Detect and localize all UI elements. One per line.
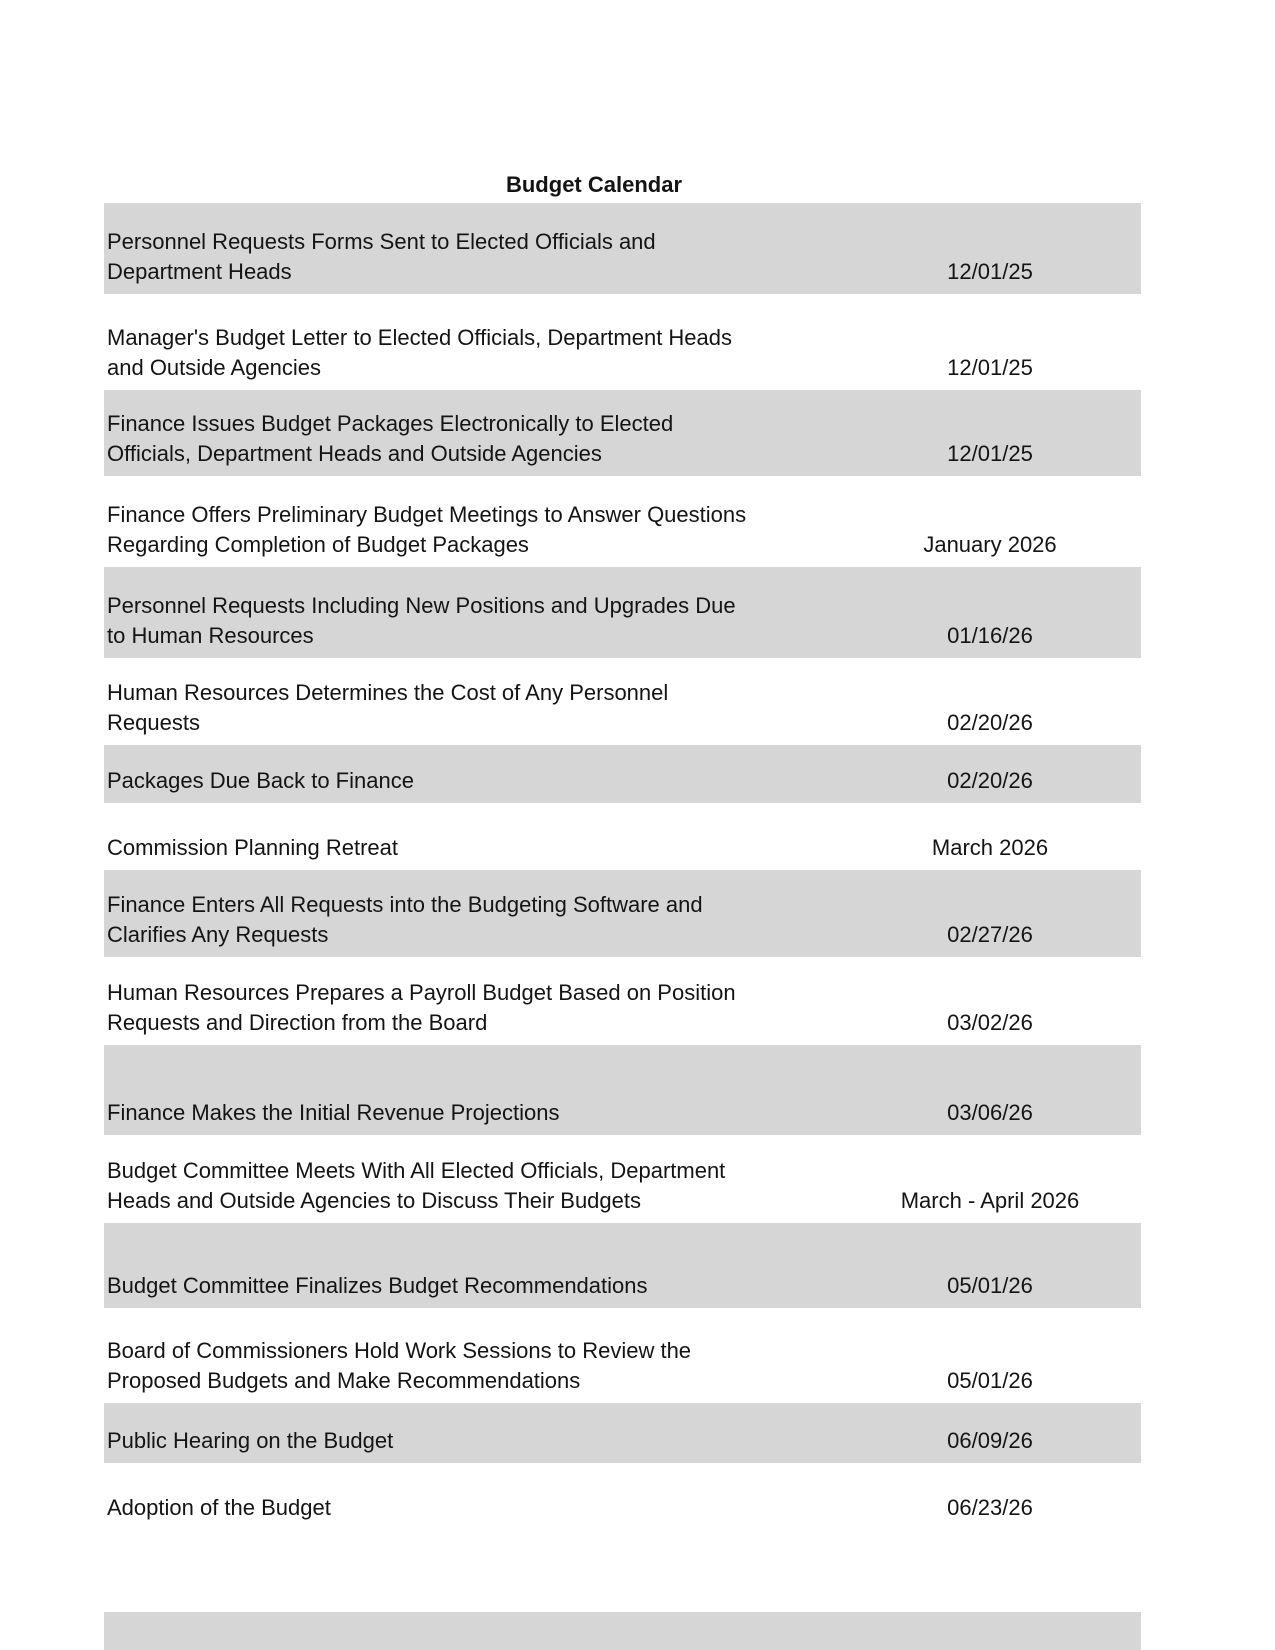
activity-line: Finance Enters All Requests into the Budgeting Software and [107,892,703,917]
activity-text [104,766,855,796]
date-text: January 2026 [923,532,1057,557]
activity-line: Board of Commissioners Hold Work Sessions to Review the [107,1338,692,1363]
table-row [104,1463,1141,1530]
activity-text [104,1493,855,1523]
activity-line: Clarifies Any Requests [107,922,329,947]
activity-text [104,409,855,469]
activity-text [104,1098,855,1128]
date-text: 02/27/26 [947,922,1033,947]
activity-text [104,978,855,1038]
activity-line: Human Resources Prepares a Payroll Budget Based on Position [107,980,736,1005]
activity-line: Adoption of the Budget [107,1495,331,1520]
activity-text [104,890,855,950]
activity-line: Personnel Requests Forms Sent to Elected Officials and [107,229,656,254]
table-row [104,1403,1141,1463]
activity-text [104,833,855,863]
activity-line: Budget Committee Meets With All Elected Officials, Department [107,1158,726,1183]
table-row [104,567,1141,658]
document-title: Budget Calendar [505,172,683,197]
date-text: 02/20/26 [947,710,1033,735]
activity-line: Personnel Requests Including New Positions and Upgrades Due [107,593,736,618]
activity-text [104,1336,855,1396]
date-text: 02/20/26 [947,768,1033,793]
date-text: 03/06/26 [947,1100,1033,1125]
date-text: 05/01/26 [947,1368,1033,1393]
activity-line: Budget Committee Finalizes Budget Recommendations [107,1273,648,1298]
table-row [104,1045,1141,1135]
activity-line: Requests [107,710,200,735]
activity-text [104,1156,855,1216]
table-row [104,294,1141,390]
activity-text [104,227,855,287]
activity-line: Finance Makes the Initial Revenue Projections [107,1100,560,1125]
table-row [104,957,1141,1045]
activity-line: Regarding Completion of Budget Packages [107,532,529,557]
table-row [104,658,1141,745]
activity-line: Finance Offers Preliminary Budget Meetings to Answer Questions [107,502,747,527]
date-text: 12/01/25 [947,441,1033,466]
date-text: 03/02/26 [947,1010,1033,1035]
activity-text [104,500,855,560]
activity-line: Heads and Outside Agencies to Discuss Their Budgets [107,1188,642,1213]
activity-line: Public Hearing on the Budget [107,1428,394,1453]
activity-line: to Human Resources [107,623,314,648]
activity-line: Department Heads [107,259,292,284]
date-text: 12/01/25 [947,355,1033,380]
date-text: March - April 2026 [900,1188,1080,1213]
budget-table [104,203,1141,1530]
activity-text [104,323,855,383]
date-text: March 2026 [931,835,1049,860]
table-row [104,1135,1141,1223]
table-row [104,1223,1141,1308]
table-row [104,390,1141,476]
activity-line: Officials, Department Heads and Outside Agencies [107,441,602,466]
date-text: 06/09/26 [947,1428,1033,1453]
activity-line: Commission Planning Retreat [107,835,399,860]
activity-line: Manager's Budget Letter to Elected Officials, Department Heads [107,325,733,350]
activity-line: Human Resources Determines the Cost of Any Personnel [107,680,669,705]
activity-text [104,591,855,651]
date-text: 01/16/26 [947,623,1033,648]
table-row [104,745,1141,803]
activity-line: Proposed Budgets and Make Recommendations [107,1368,581,1393]
date-text: 05/01/26 [947,1273,1033,1298]
activity-line: Requests and Direction from the Board [107,1010,488,1035]
date-text: 12/01/25 [947,259,1033,284]
date-text: 06/23/26 [947,1495,1033,1520]
activity-line: and Outside Agencies [107,355,322,380]
continuation-band [104,1612,1141,1650]
table-row [104,203,1141,294]
table-row [104,803,1141,870]
table-row [104,1308,1141,1403]
activity-text [104,678,855,738]
activity-line: Finance Issues Budget Packages Electronically to Elected [107,411,674,436]
activity-text [104,1426,855,1456]
activity-text [104,1271,855,1301]
table-row [104,870,1141,957]
activity-line: Packages Due Back to Finance [107,768,414,793]
table-row [104,476,1141,567]
